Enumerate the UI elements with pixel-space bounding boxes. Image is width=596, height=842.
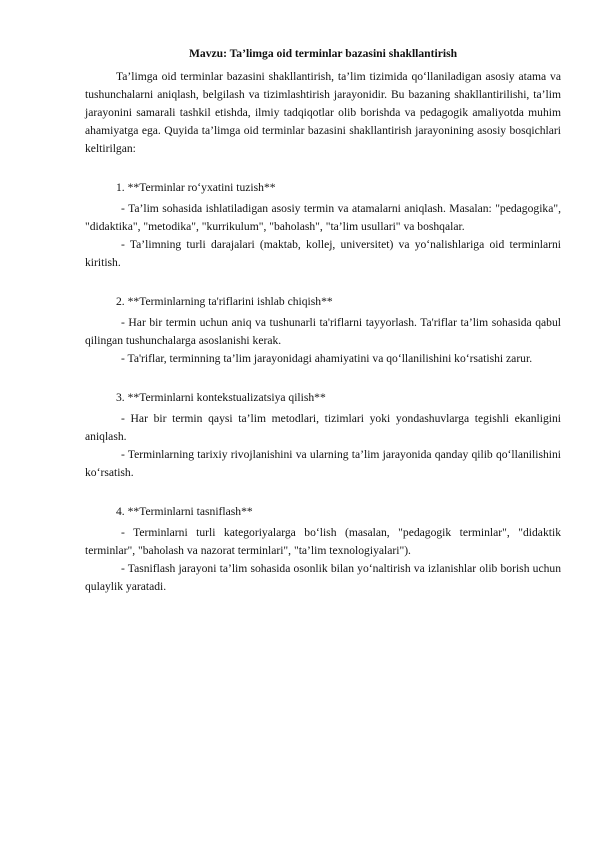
section-4 <box>85 503 561 596</box>
section-bullet: - Ta’lim sohasida ishlatiladigan asosiy termin va atamalarni aniqlash. Masalan: "pedagogika", "didaktika", "metodika", "kurrikulum", "baholash", "ta’lim usullari" va boshqalar. <box>85 202 561 233</box>
document-page <box>85 46 561 596</box>
section-heading: 4. **Terminlarni tasniflash** <box>116 505 253 518</box>
section-bullet: - Terminlarning tarixiy rivojlanishini va ularning ta’lim jarayonida qanday qilib qo‘llanilishini ko‘rsatish. <box>85 448 561 479</box>
intro-paragraph: Ta’limga oid terminlar bazasini shakllantirish, ta’lim tizimida qo‘llaniladigan asosiy atama va tushunchalarni aniqlash, belgilash va tizimlashtirish jarayonidir. Bu bazaning shakllantirilishi, ta’lim jarayonini samarali tashkil etishda, ilmiy tadqiqotlar olib borishda va pedagogik amaliyotda muhim ahamiyatga ega. Quyida ta’limga oid terminlar bazasini shakllantirish jarayonining asosiy bosqichlari keltirilgan: <box>85 70 561 155</box>
section-2 <box>85 293 561 368</box>
section-3 <box>85 389 561 482</box>
section-bullet: - Ta’limning turli darajalari (maktab, kollej, universitet) va yo‘nalishlariga oid terminlarni kiritish. <box>85 238 561 269</box>
section-1 <box>85 179 561 272</box>
section-bullet: - Har bir termin uchun aniq va tushunarli ta'riflarni tayyorlash. Ta'riflar ta’lim sohasida qabul qilingan tushunchalarga asoslanishi kerak. <box>85 316 561 347</box>
section-heading: 3. **Terminlarni kontekstualizatsiya qilish** <box>116 391 326 404</box>
section-bullet: - Terminlarni turli kategoriyalarga bo‘lish (masalan, "pedagogik terminlar", "didaktik terminlar", "baholash va nazorat terminlari", "ta’lim texnologiyalari"). <box>85 526 561 557</box>
section-heading: 1. **Terminlar ro‘yxatini tuzish** <box>116 181 276 194</box>
section-bullet: - Ta'riflar, terminning ta’lim jarayonidagi ahamiyatini va qo‘llanilishini ko‘rsatishi zarur. <box>121 352 533 365</box>
section-bullet: - Har bir termin qaysi ta’lim metodlari, tizimlari yoki yondashuvlarga tegishli ekanligini aniqlash. <box>85 412 561 443</box>
document-title: Mavzu: Ta’limga oid terminlar bazasini shakllantirish <box>188 47 458 60</box>
section-heading: 2. **Terminlarning ta'riflarini ishlab chiqish** <box>116 295 333 308</box>
section-bullet: - Tasniflash jarayoni ta’lim sohasida osonlik bilan yo‘naltirish va izlanishlar olib borish uchun qulaylik yaratadi. <box>85 562 561 593</box>
